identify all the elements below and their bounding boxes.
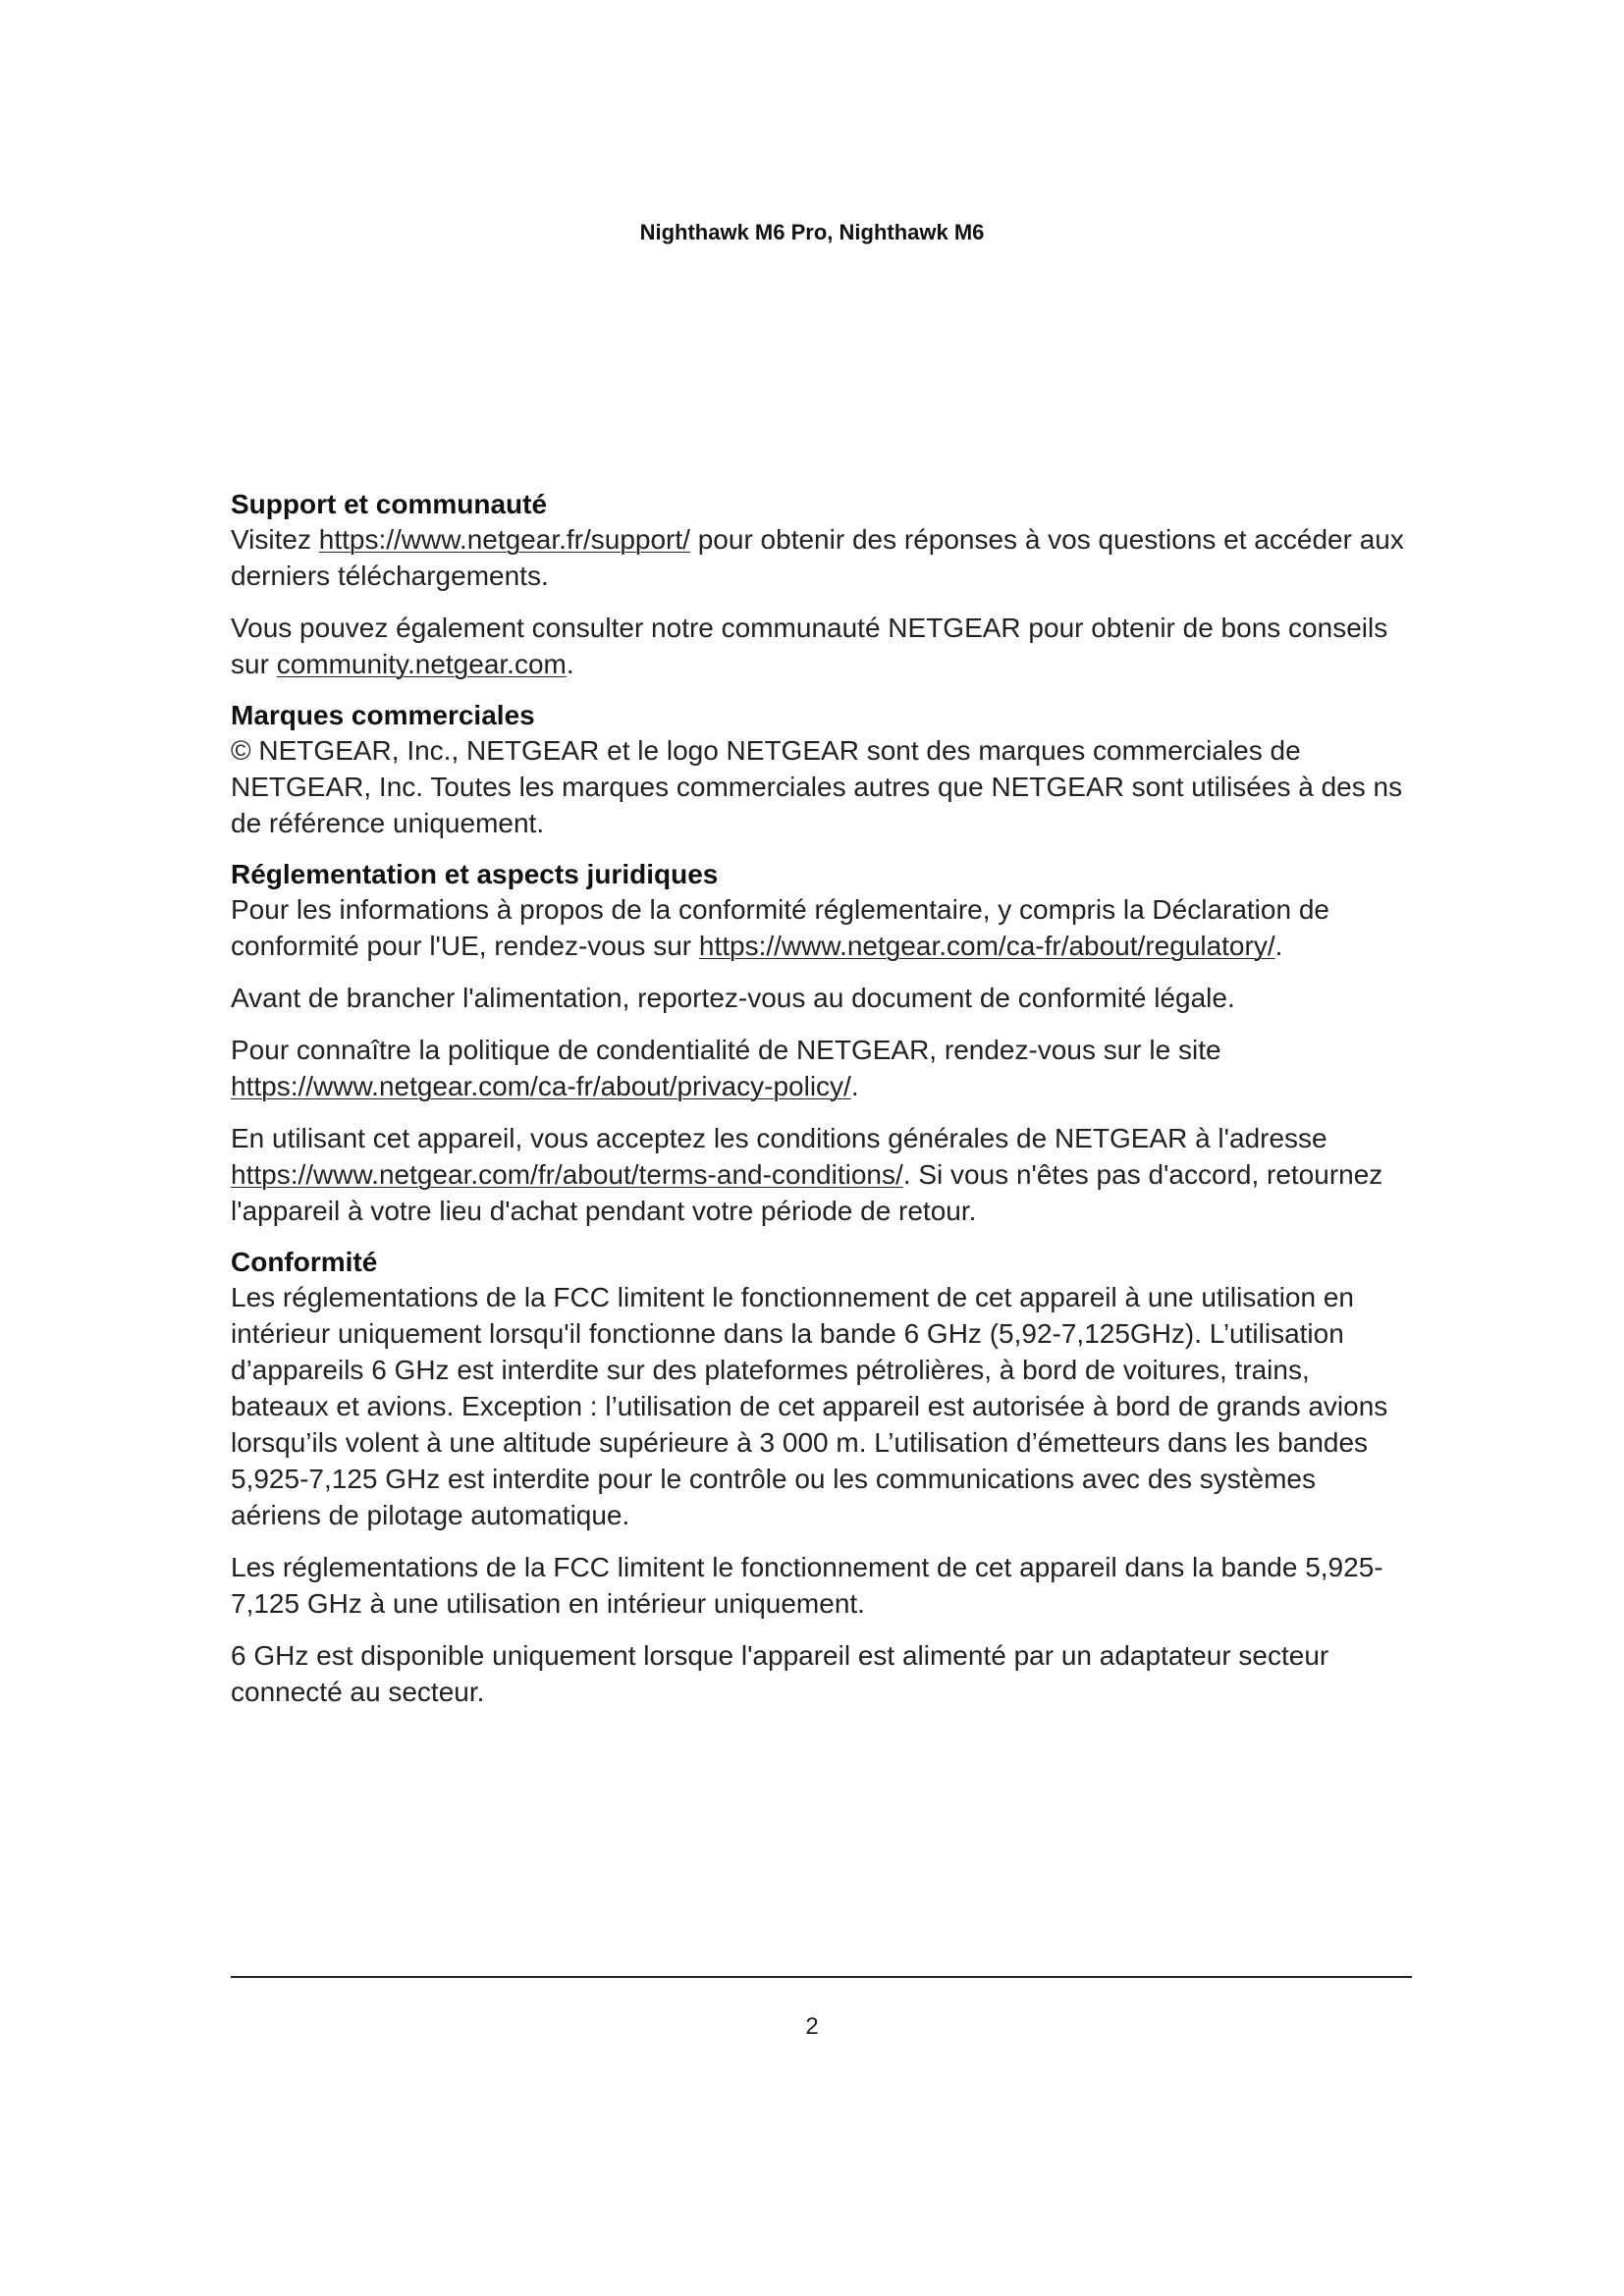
section-trademarks: [231, 698, 1409, 841]
page-number: 2: [805, 2013, 819, 2040]
regulatory-p4-text-end: . Si vous n'êtes pas d'accord, retournez l'appareil à votre lieu d'achat pendant votre période de retour.: [231, 1159, 1383, 1226]
community-link[interactable]: community.netgear.com: [276, 649, 567, 679]
compliance-paragraph-1: Les réglementations de la FCC limitent le fonctionnement de cet appareil à une utilisation en intérieur uniquement lorsqu'il fonctionne dans la bande 6 GHz (5,92-7,125GHz). L’utilisation d’appareils 6 GHz est interdite sur des plateformes pétrolières, à bord de voitures, trains, bateaux et avions. Exception : l’utilisation de cet appareil est autorisée à bord de grands avions lorsqu’ils volent à une altitude supérieure à 3 000 m. L’utilisation d’émetteurs dans les bandes 5,925-7,125 GHz est interdite pour le contrôle ou les communications avec des systèmes aériens de pilotage automatique.: [231, 1282, 1388, 1530]
regulatory-paragraph-2: Avant de brancher l'alimentation, reportez-vous au document de conformité légale.: [231, 983, 1235, 1013]
running-header: Nighthawk M6 Pro, Nighthawk M6: [639, 220, 985, 244]
regulatory-paragraph-3: [231, 1032, 1409, 1104]
privacy-policy-link[interactable]: https://www.netgear.com/ca-fr/about/privacy-policy/: [231, 1071, 851, 1101]
regulatory-paragraph-4: [231, 1120, 1409, 1229]
regulatory-p3-text-end: .: [850, 1071, 859, 1101]
section-title-compliance: Conformité: [231, 1247, 378, 1277]
compliance-paragraph-2: Les réglementations de la FCC limitent le fonctionnement de cet appareil dans la bande 5,925-7,125 GHz à une utilisation en intérieur uniquement.: [231, 1552, 1383, 1619]
compliance-paragraph-3: 6 GHz est disponible uniquement lorsque l'appareil est alimenté par un adaptateur secteur connecté au secteur.: [231, 1640, 1329, 1707]
trademarks-paragraph: © NETGEAR, Inc., NETGEAR et le logo NETGEAR sont des marques commerciales de NETGEAR, Inc. Toutes les marques commerciales autres que NETGEAR sont utilisées à des ns de référence uniquement.: [231, 735, 1403, 838]
support-p2-text-end: .: [566, 649, 574, 679]
support-p1-text-start: Visitez: [231, 524, 319, 555]
support-link[interactable]: https://www.netgear.fr/support/: [318, 524, 690, 555]
footer-divider: [231, 1976, 1412, 1978]
support-p2-text-start: Vous pouvez également consulter notre communauté NETGEAR pour obtenir de bons conseils sur: [231, 613, 1388, 679]
regulatory-link[interactable]: https://www.netgear.com/ca-fr/about/regulatory/: [698, 931, 1275, 961]
section-title-support: Support et communauté: [231, 489, 548, 519]
section-compliance: [231, 1245, 1409, 1710]
regulatory-p4-text-start: En utilisant cet appareil, vous acceptez les conditions générales de NETGEAR à l'adresse: [231, 1123, 1327, 1153]
regulatory-p3-text-start: Pour connaître la politique de condentialité de NETGEAR, rendez-vous sur le site: [231, 1035, 1221, 1065]
terms-link[interactable]: https://www.netgear.com/fr/about/terms-and-conditions/: [231, 1159, 903, 1190]
support-p1-text-end: pour obtenir des réponses à vos questions et accéder aux derniers téléchargements.: [231, 524, 1404, 591]
section-regulatory: [231, 857, 1409, 1229]
section-title-trademarks: Marques commerciales: [231, 700, 535, 730]
support-paragraph-2: [231, 610, 1409, 682]
regulatory-paragraph-1: [231, 891, 1409, 964]
support-paragraph-1: [231, 521, 1409, 594]
section-support: [231, 487, 1409, 682]
regulatory-p1-text-end: .: [1274, 931, 1283, 961]
section-title-regulatory: Réglementation et aspects juridiques: [231, 859, 719, 889]
page-content: [231, 487, 1409, 1726]
regulatory-p1-text-start: Pour les informations à propos de la conformité réglementaire, y compris la Déclaration de conformité pour l'UE, rendez-vous sur: [231, 894, 1329, 961]
